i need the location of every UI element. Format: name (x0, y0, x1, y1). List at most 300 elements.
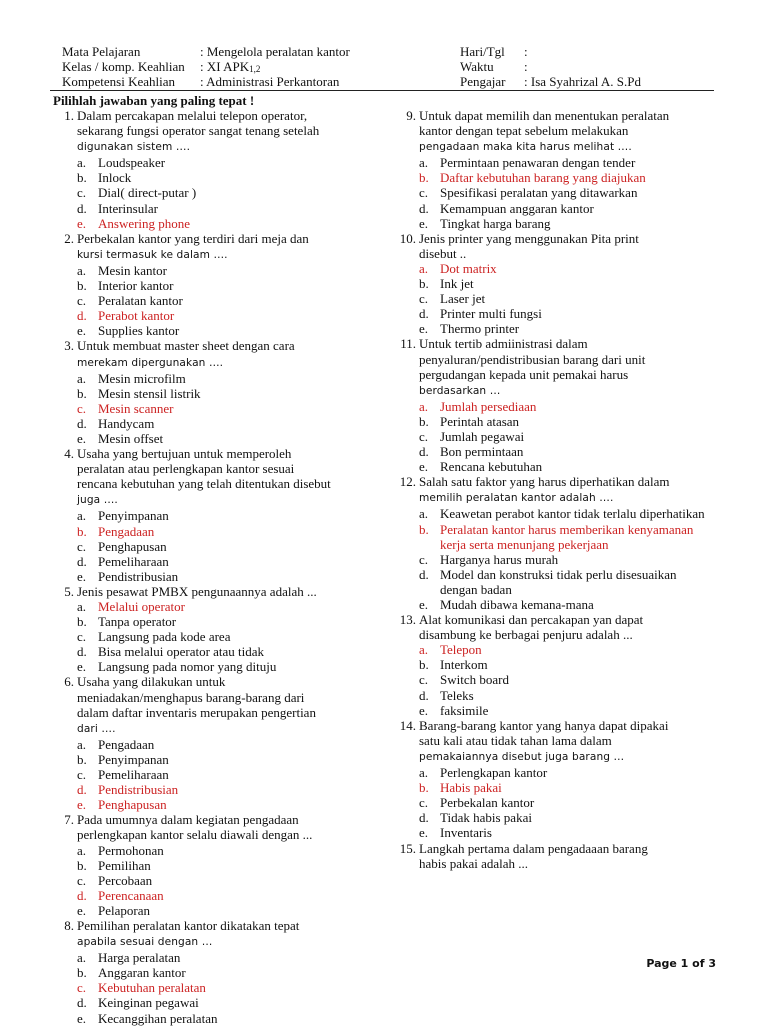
answer-option-d[interactable] (395, 444, 715, 459)
option-letter: b. (419, 413, 429, 429)
answer-option-a[interactable] (53, 737, 378, 752)
answer-option-e[interactable] (53, 569, 378, 584)
option-text: Supplies kantor (98, 323, 180, 339)
option-text: Tanpa operator (98, 614, 177, 630)
option-text: Jumlah persediaan (440, 398, 537, 414)
text-segment: Salah satu faktor yang harus diperhatikan dalam (419, 474, 670, 490)
question-stem (395, 108, 715, 123)
answer-option-c[interactable] (395, 185, 715, 200)
answer-option-c[interactable] (395, 429, 715, 444)
text-segment: habis pakai adalah ... (419, 855, 529, 871)
answer-option-b[interactable] (53, 278, 378, 293)
option-letter: e. (419, 597, 429, 612)
option-letter: b. (77, 170, 87, 186)
answer-option-d[interactable] (53, 554, 378, 569)
option-text: Perabot kantor (98, 308, 175, 324)
answer-option-c[interactable] (53, 401, 378, 416)
option-text: Penghapusan (98, 797, 167, 813)
option-letter: d. (419, 444, 429, 460)
instruction-text: Pilihlah jawaban yang paling tepat ! (53, 93, 255, 108)
answer-option-d[interactable] (53, 308, 378, 323)
option-text: Perencanaan (98, 887, 164, 903)
option-letter: e. (77, 902, 87, 918)
question-stem (53, 108, 378, 123)
text-segment: meniadakan/menghapus barang-barang dari (77, 689, 305, 705)
question-stem (395, 718, 715, 733)
question-tail-line (53, 246, 378, 263)
header-row (50, 44, 714, 59)
question-text-line (53, 461, 378, 476)
question-text (419, 246, 715, 261)
answer-option-c[interactable] (395, 552, 715, 567)
option-text: Loudspeaker (98, 155, 166, 171)
option-text: Model dan konstruksi tidak perlu disesuaikan dengan badan (440, 566, 677, 597)
question-9 (395, 108, 715, 231)
option-text: Answering phone (98, 215, 191, 231)
indent (395, 856, 419, 871)
answer-option-c[interactable] (53, 980, 378, 995)
option-letter: a. (419, 155, 429, 171)
option-letter: e. (77, 797, 87, 813)
answer-option-e[interactable] (53, 903, 378, 918)
option-text: Kecanggihan peralatan (98, 1010, 218, 1026)
text-segment: sekarang fungsi operator sangat tenang setelah (77, 123, 320, 139)
question-3 (53, 338, 378, 446)
question-text (77, 705, 378, 720)
answer-option-e[interactable] (395, 459, 715, 474)
question-number: 14. (399, 717, 416, 733)
option-text: Pengadaan (98, 736, 155, 752)
question-number: 2. (64, 230, 74, 246)
question-text (77, 584, 378, 599)
text-segment: dari …. (77, 722, 116, 735)
class-subscript: 1,2 (249, 64, 261, 74)
question-number: 1. (64, 108, 74, 123)
option-letter: d. (77, 200, 87, 216)
answer-option-a[interactable] (53, 263, 378, 278)
option-text: Spesifikasi peralatan yang ditawarkan (440, 185, 638, 201)
question-text (77, 827, 378, 842)
answer-option-d[interactable] (395, 306, 715, 321)
option-text: Permintaan penawaran dengan tender (440, 155, 636, 171)
option-letter: b. (419, 170, 429, 186)
option-letter: b. (77, 385, 87, 401)
question-stem (395, 231, 715, 246)
answer-option-b[interactable] (395, 414, 715, 429)
question-text (419, 367, 715, 382)
option-text: Thermo printer (440, 321, 520, 337)
answer-option-a[interactable] (53, 950, 378, 965)
option-text: Mesin stensil listrik (98, 385, 201, 401)
option-text: Langsung pada kode area (98, 629, 231, 645)
option-letter: a. (419, 765, 429, 781)
answer-option-a[interactable] (53, 599, 378, 614)
question-14 (395, 718, 715, 841)
option-text: Harga peralatan (98, 950, 181, 966)
option-letter: e. (77, 430, 87, 446)
question-text (419, 856, 715, 871)
option-letter: c. (77, 293, 87, 309)
answer-option-e[interactable] (395, 216, 715, 231)
text-segment: disambung ke berbagai penjuru adalah ... (419, 627, 633, 643)
class-label: Kelas / komp. Keahlian (62, 59, 185, 74)
indent (53, 705, 77, 720)
question-tail-line (53, 354, 378, 371)
question-text-line (53, 690, 378, 705)
answer-option-e[interactable] (53, 323, 378, 338)
answer-option-c[interactable] (53, 185, 378, 200)
answer-option-d[interactable] (395, 201, 715, 216)
answer-option-d[interactable] (53, 416, 378, 431)
question-text-line (53, 476, 378, 491)
class-value: : XI $APK_{1,2}$ (200, 59, 261, 74)
option-text: Laser jet (440, 291, 486, 307)
answer-option-c[interactable] (53, 293, 378, 308)
text-segment: Untuk dapat memilih dan menentukan peralatan (419, 108, 670, 123)
question-text (77, 476, 378, 491)
subject-value: : Mengelola peralatan kantor (200, 44, 350, 59)
option-text: Permohonan (98, 842, 164, 858)
option-letter: b. (419, 657, 429, 673)
answer-option-e[interactable] (53, 659, 378, 674)
answer-option-e[interactable] (53, 216, 378, 231)
option-text: Pelaporan (98, 902, 150, 918)
answer-option-c[interactable] (53, 539, 378, 554)
question-number: 15. (399, 840, 416, 856)
question-10 (395, 231, 715, 337)
text-segment: penyaluran/pendistribusian barang dari unit (419, 351, 646, 367)
question-text (419, 733, 715, 748)
teacher-label: Pengajar (460, 74, 506, 89)
question-text (419, 352, 715, 367)
question-text-line (395, 856, 715, 871)
answer-option-c[interactable] (53, 767, 378, 782)
question-text (77, 446, 378, 461)
question-text (419, 123, 715, 138)
question-text (77, 690, 378, 705)
option-text: Pemeliharaan (98, 767, 169, 783)
answer-option-c[interactable] (395, 795, 715, 810)
option-letter: b. (77, 965, 87, 981)
competency-label: Kompetensi Keahlian (62, 74, 175, 89)
competency-value: : Administrasi Perkantoran (200, 74, 340, 89)
answer-option-c[interactable] (395, 672, 715, 687)
header-row (50, 74, 714, 89)
date-label: Hari/Tgl (460, 44, 505, 59)
option-text: Mesin scanner (98, 400, 174, 416)
question-1 (53, 108, 378, 231)
answer-option-b[interactable] (53, 614, 378, 629)
option-letter: b. (77, 751, 87, 767)
text-segment: Untuk membuat master sheet dengan cara (77, 338, 295, 354)
option-letter: d. (419, 810, 429, 826)
answer-option-a[interactable] (53, 155, 378, 170)
questions-column-right (395, 108, 715, 871)
option-text: Inlock (98, 170, 132, 186)
answer-option-b[interactable] (53, 170, 378, 185)
answer-option-b[interactable] (53, 858, 378, 873)
option-letter: b. (419, 780, 429, 796)
question-text (419, 474, 715, 489)
answer-option-b[interactable] (395, 657, 715, 672)
answer-option-d[interactable] (395, 688, 715, 703)
question-text (419, 336, 715, 351)
answer-option-c[interactable] (395, 291, 715, 306)
option-text: Mudah dibawa kemana-mana (440, 597, 594, 612)
question-number: 10. (399, 230, 416, 246)
answer-option-b[interactable] (395, 522, 715, 552)
option-letter: d. (419, 306, 429, 322)
question-text (77, 231, 378, 246)
answer-option-d[interactable] (53, 201, 378, 216)
question-text-line (395, 246, 715, 261)
subject-label: Mata Pelajaran (62, 44, 141, 59)
option-text: Habis pakai (440, 780, 502, 796)
option-text: Perlengkapan kantor (440, 765, 548, 781)
option-letter: c. (77, 400, 87, 416)
question-8 (53, 918, 378, 1026)
option-letter: c. (77, 185, 87, 201)
indent (53, 690, 77, 705)
question-tail-line (53, 933, 378, 950)
question-stem (395, 612, 715, 627)
text-segment: apabila sesuai dengan … (77, 936, 213, 949)
question-7 (53, 812, 378, 918)
answer-option-d[interactable] (53, 888, 378, 903)
question-text (77, 674, 378, 689)
question-stem (53, 812, 378, 827)
text-segment: rencana kebutuhan yang telah ditentukan disebut (77, 476, 331, 492)
option-letter: c. (419, 291, 429, 307)
answer-option-b[interactable] (395, 780, 715, 795)
answer-option-a[interactable] (395, 261, 715, 276)
text-segment: Usaha yang bertujuan untuk memperoleh (77, 446, 292, 462)
indent (53, 461, 77, 476)
indent (53, 123, 77, 138)
option-text: Harganya harus murah (440, 551, 559, 567)
answer-option-e[interactable] (53, 431, 378, 446)
question-tail-line (53, 491, 378, 508)
option-text: Penyimpanan (98, 508, 169, 524)
option-text: Bisa melalui operator atau tidak (98, 644, 265, 660)
text-segment: Dalam percakapan melalui telepon operator, (77, 108, 308, 123)
option-letter: e. (77, 215, 87, 231)
option-text: Penghapusan (98, 538, 167, 554)
question-tail-line (53, 138, 378, 155)
question-stem (53, 918, 378, 933)
answer-option-b[interactable] (53, 752, 378, 767)
question-stem (53, 231, 378, 246)
indent (395, 246, 419, 261)
answer-option-a[interactable] (395, 506, 715, 521)
question-number: 4. (64, 446, 74, 462)
answer-option-a[interactable] (53, 508, 378, 523)
text-segment: disebut .. (419, 245, 467, 261)
text-segment: Pemilihan peralatan kantor dikatakan tepat (77, 917, 300, 933)
option-letter: c. (77, 872, 87, 888)
option-text: Bon permintaan (440, 444, 524, 460)
text-segment: Jenis printer yang menggunakan Pita print (419, 230, 639, 246)
answer-option-a[interactable] (395, 155, 715, 170)
option-letter: d. (77, 308, 87, 324)
option-text: Penyimpanan (98, 751, 169, 767)
question-tail-line (395, 748, 715, 765)
question-4 (53, 446, 378, 584)
question-text (77, 918, 378, 933)
answer-option-d[interactable] (395, 810, 715, 825)
time-value: : (524, 59, 528, 74)
option-text: Percobaan (98, 872, 153, 888)
answer-option-e[interactable] (53, 1011, 378, 1026)
question-stem (395, 841, 715, 856)
answer-option-b[interactable] (53, 524, 378, 539)
option-letter: a. (77, 736, 87, 752)
question-number: 12. (399, 474, 416, 490)
question-tail-line (395, 489, 715, 506)
option-letter: c. (77, 767, 87, 783)
question-number: 11. (400, 336, 416, 352)
text-segment: Perbekalan kantor yang terdiri dari meja dan (77, 230, 309, 246)
option-letter: a. (419, 506, 429, 522)
question-text-line (53, 705, 378, 720)
question-2 (53, 231, 378, 339)
text-segment: memilih peralatan kantor adalah …. (419, 492, 614, 505)
answer-option-d[interactable] (395, 567, 715, 597)
option-text: Handycam (98, 415, 155, 431)
answer-option-b[interactable] (53, 386, 378, 401)
answer-option-b[interactable] (395, 276, 715, 291)
indent (395, 352, 419, 367)
option-text: Dial( direct-putar ) (98, 185, 197, 201)
option-text: Mesin kantor (98, 262, 167, 278)
answer-option-a[interactable] (395, 765, 715, 780)
answer-option-d[interactable] (53, 644, 378, 659)
option-letter: e. (419, 702, 429, 718)
option-letter: d. (419, 687, 429, 703)
option-letter: a. (77, 155, 87, 171)
answer-option-d[interactable] (53, 995, 378, 1010)
answer-option-e[interactable] (53, 797, 378, 812)
option-text: Jumlah pegawai (440, 428, 525, 444)
option-letter: a. (77, 842, 87, 858)
question-text (77, 461, 378, 476)
question-13 (395, 612, 715, 718)
option-letter: d. (77, 887, 87, 903)
option-letter: a. (77, 508, 87, 524)
option-text: Tidak habis pakai (440, 810, 532, 826)
question-text (77, 338, 378, 353)
option-letter: a. (419, 398, 429, 414)
answer-option-d[interactable] (53, 782, 378, 797)
option-letter: e. (419, 321, 429, 337)
option-letter: b. (77, 523, 87, 539)
questions-column-left (53, 108, 378, 1026)
answer-option-a[interactable] (395, 399, 715, 414)
answer-option-c[interactable] (53, 873, 378, 888)
option-text: Perbekalan kantor (440, 795, 535, 811)
question-number: 13. (399, 612, 416, 628)
question-text (419, 612, 715, 627)
text-segment: Pada umumnya dalam kegiatan pengadaan (77, 812, 299, 828)
option-text: Printer multi fungsi (440, 306, 542, 322)
answer-option-b[interactable] (53, 965, 378, 980)
option-text: faksimile (440, 702, 489, 718)
option-text: Kebutuhan peralatan (98, 980, 206, 996)
option-letter: e. (77, 323, 87, 339)
answer-option-e[interactable] (395, 825, 715, 840)
question-text (419, 627, 715, 642)
option-text: Peralatan kantor (98, 293, 183, 309)
option-letter: c. (419, 428, 429, 444)
question-number: 9. (406, 108, 416, 123)
answer-option-a[interactable] (395, 642, 715, 657)
question-text (419, 718, 715, 733)
option-letter: c. (77, 538, 87, 554)
option-letter: d. (77, 995, 87, 1011)
option-text: Kemampuan anggaran kantor (440, 200, 594, 216)
option-text: Keinginan pegawai (98, 995, 199, 1011)
indent (395, 367, 419, 382)
question-text-line (53, 827, 378, 842)
option-letter: a. (77, 262, 87, 278)
option-letter: d. (77, 782, 87, 798)
option-letter: a. (419, 642, 429, 658)
option-text: Rencana kebutuhan (440, 459, 543, 475)
question-text (419, 108, 715, 123)
question-text (77, 812, 378, 827)
option-letter: e. (77, 659, 87, 675)
option-letter: b. (77, 614, 87, 630)
question-text (419, 841, 715, 856)
option-text: Melalui operator (98, 599, 185, 614)
question-11 (395, 336, 715, 474)
question-15 (395, 841, 715, 871)
question-number: 7. (64, 812, 74, 828)
teacher-value: : Isa Syahrizal A. S.Pd (524, 74, 641, 89)
option-letter: b. (419, 276, 429, 292)
date-value: : (524, 44, 528, 59)
answer-option-b[interactable] (395, 170, 715, 185)
option-letter: d. (77, 415, 87, 431)
indent (395, 733, 419, 748)
text-segment: peralatan atau perlengkapan kantor sesuai (77, 461, 295, 477)
text-segment: juga …. (77, 494, 118, 507)
option-letter: d. (77, 553, 87, 569)
option-text: Interinsular (98, 200, 158, 216)
page-number: Page 1 of 3 (646, 957, 716, 970)
option-text: Keawetan perabot kantor tidak terlalu diperhatikan (440, 506, 705, 522)
text-segment: perlengkapan kantor selalu diawali dengan ... (77, 827, 313, 843)
answer-option-e[interactable] (395, 703, 715, 718)
option-letter: e. (419, 215, 429, 231)
text-segment: pemakaiannya disebut juga barang … (419, 750, 625, 763)
answer-option-c[interactable] (53, 629, 378, 644)
answer-option-a[interactable] (53, 843, 378, 858)
answer-option-e[interactable] (395, 321, 715, 336)
option-letter: c. (77, 629, 87, 645)
option-text: Daftar kebutuhan barang yang diajukan (440, 170, 646, 186)
option-letter: a. (77, 950, 87, 966)
answer-option-e[interactable] (395, 597, 715, 612)
option-letter: a. (77, 599, 87, 614)
question-text (77, 123, 378, 138)
question-text-line (395, 627, 715, 642)
question-stem (53, 584, 378, 599)
option-letter: e. (77, 568, 87, 584)
option-text: Dot matrix (440, 260, 497, 276)
answer-option-a[interactable] (53, 371, 378, 386)
option-text: Pendistribusian (98, 568, 179, 584)
